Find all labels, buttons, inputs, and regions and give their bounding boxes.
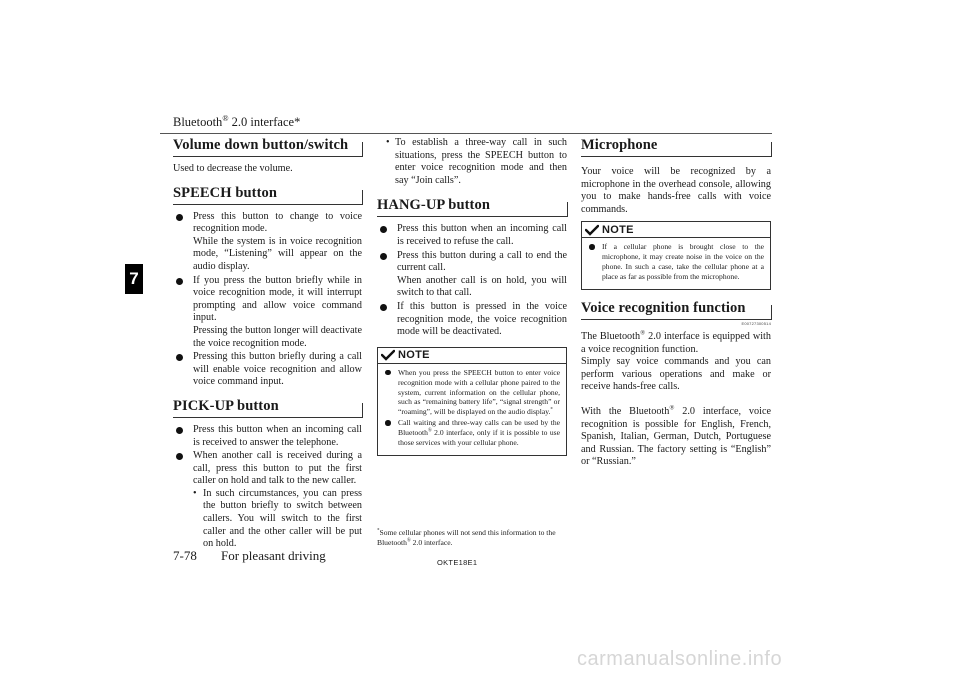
watermark: carmanualsonline.info (577, 648, 783, 670)
hangup-bullet-list (377, 223, 567, 338)
reference-code: E00727300514 (741, 321, 771, 326)
list-item: Press this button during a call to end the current call. When another call is on hold, you will switch to that call. (377, 250, 567, 300)
section-heading-microphone: Microphone (581, 137, 771, 157)
note-header: NOTE (582, 222, 770, 238)
bullet-icon (380, 304, 387, 311)
bullet-icon (380, 253, 387, 260)
list-item: Press this button to change to voice recognition mode. While the system is in voice recognition mode, “Listening” will appear on the audio display. (173, 211, 362, 274)
list-item: If you press the button briefly while in voice recognition mode, it will interrupt prompting and allow voice command input. Pressing the button longer will deactivate the voice recognition mode. (173, 275, 362, 351)
note-header: NOTE (378, 348, 566, 364)
list-item: Press this button when an incoming call is received to answer the telephone. (173, 424, 362, 449)
column-right (581, 137, 771, 469)
list-item: Pressing this button briefly during a call will enable voice recognition and allow voice command input. (173, 351, 362, 389)
section-heading-volume: Volume down button/switch (173, 137, 362, 157)
list-item: Press this button when an incoming call is received to refuse the call. (377, 223, 567, 248)
section-heading-voice-recognition: Voice recognition function (581, 300, 771, 320)
sub-list-item: • To establish a three-way call in such situations, press the SPEECH button to enter voice recognition mode and then say “Join calls”. (386, 137, 567, 186)
pickup-bullet-list (173, 424, 362, 551)
note-box (581, 221, 771, 290)
list-item: When you press the SPEECH button to enter voice recognition mode with a cellular phone paired to the system, current information on the cellular phone, such as “remaining battery life”, “signal strength” or “roaming”, will be displayed on the audio display.* (384, 368, 560, 418)
voice-paragraph-1: The Bluetooth® 2.0 interface is equipped with a voice recognition function. (581, 329, 771, 355)
bullet-icon (589, 244, 595, 250)
sub-list-item: • In such circumstances, you can press the button briefly to switch between callers. You will switch to the first caller and the other caller will be put on hold. (193, 487, 362, 550)
chapter-tab: 7 (125, 264, 143, 294)
bullet-icon (176, 354, 183, 361)
list-item: If a cellular phone is brought close to the microphone, it may create noise in the voice on the phone. In such a case, take the cellular phone at a place as far as possible from the microphone. (588, 242, 764, 282)
header-divider (160, 133, 772, 134)
section-heading-pickup: PICK-UP button (173, 398, 362, 418)
column-left (173, 137, 362, 552)
bullet-icon (385, 420, 391, 426)
microphone-description: Your voice will be recognized by a microphone in the overhead console, allowing you to make hands-free calls with voice commands. (581, 166, 771, 215)
list-item: Call waiting and three-way calls can be used by the Bluetooth® 2.0 interface, only if it is possible to use those services with your cellular phone. (384, 418, 560, 448)
voice-paragraph-2: Simply say voice commands and you can perform various operations and make or receive hands-free calls. (581, 356, 771, 393)
footnote: *Some cellular phones will not send this information to the Bluetooth® 2.0 interface. (377, 528, 556, 547)
note-list (378, 364, 566, 455)
check-note-icon (381, 349, 395, 361)
bullet-icon (176, 453, 183, 460)
bullet-icon (176, 427, 183, 434)
bullet-icon (385, 370, 391, 376)
list-item: If this button is pressed in the voice recognition mode, the voice recognition mode will be deactivated. (377, 301, 567, 339)
list-item: When another call is received during a call, press this button to put the first caller on hold and talk to the new caller. • In such circumstances, you can press the button briefly to switch between callers. You will switch to the first caller and the other caller will be put on hold. (173, 450, 362, 551)
page-number: 7-78 (173, 548, 197, 563)
section-name: For pleasant driving (221, 548, 326, 563)
document-code: OKTE18E1 (437, 558, 478, 567)
note-list (582, 238, 770, 289)
bullet-icon (176, 214, 183, 221)
column-middle (377, 137, 567, 456)
bullet-icon (380, 226, 387, 233)
note-box (377, 347, 567, 456)
section-heading-speech: SPEECH button (173, 185, 362, 205)
section-heading-hangup: HANG-UP button (377, 197, 567, 217)
speech-bullet-list (173, 211, 362, 389)
volume-description: Used to decrease the volume. (173, 163, 293, 174)
check-note-icon (585, 224, 599, 236)
voice-paragraph-3: With the Bluetooth® 2.0 interface, voice recognition is possible for English, French, Spanish, Italian, German, Dutch, Portuguese and Russian. The factory setting is “English” or “Russian.” (581, 404, 771, 468)
running-header: Bluetooth® 2.0 interface* (173, 113, 301, 129)
bullet-icon (176, 278, 183, 285)
